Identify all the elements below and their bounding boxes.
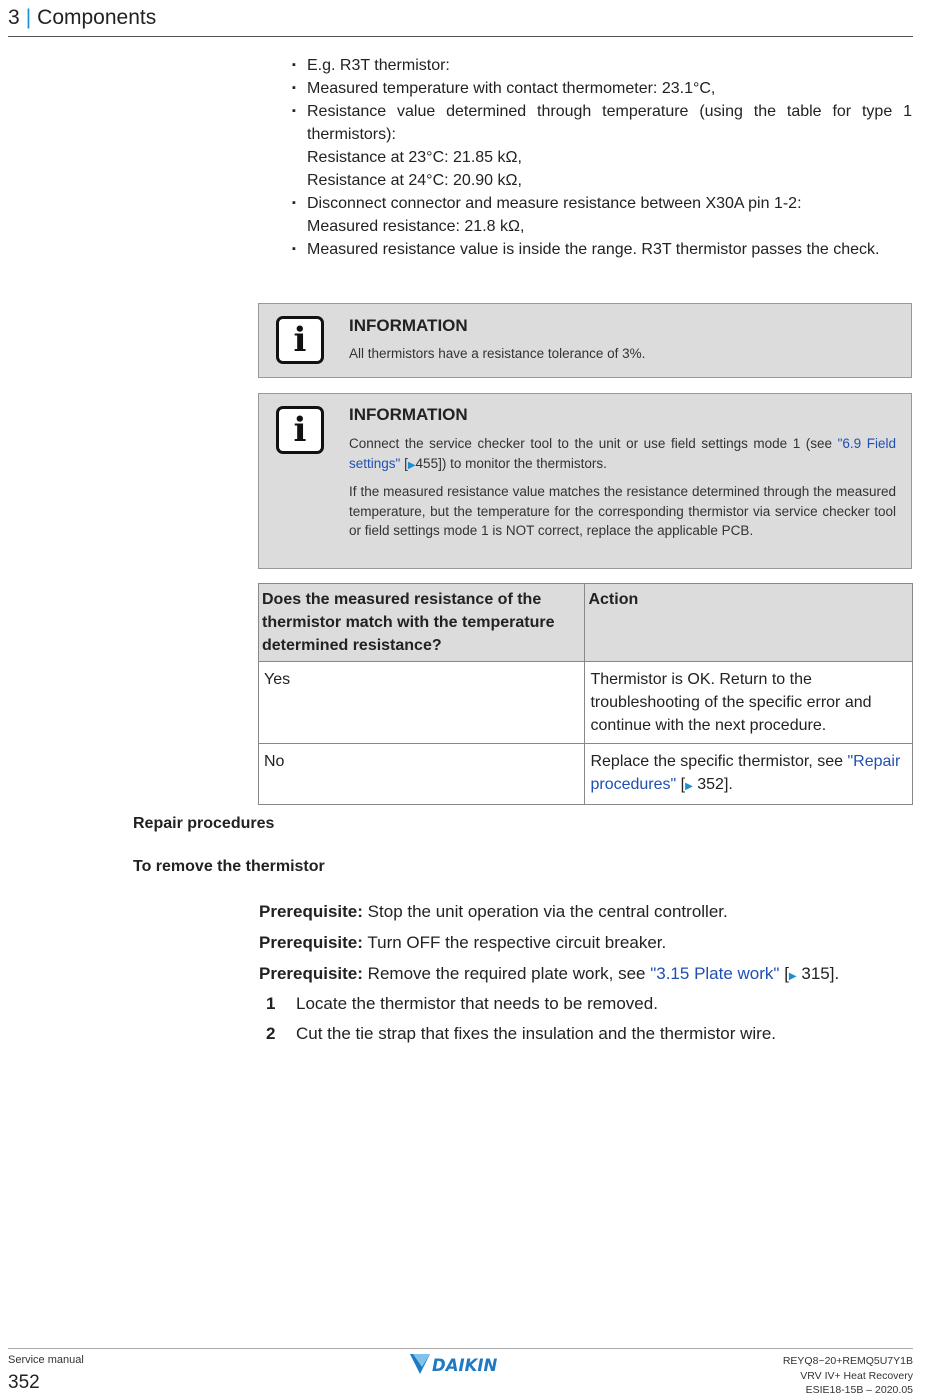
information-icon: i [276,316,324,364]
page-ref-arrow-icon: ▶ [788,971,797,982]
header-separator: | [25,6,32,29]
info-text: All thermistors have a resistance tolerance of 3%. [349,346,646,361]
information-icon: i [276,406,324,454]
bullet-item: ▪ Disconnect connector and measure resistance between X30A pin 1-2: Measured resistance: 21.8 kΩ, [292,192,912,238]
table-cell-action: Thermistor is OK. Return to the troubleshooting of the specific error and continue with the next procedure. [585,662,913,744]
section-heading-repair: Repair procedures [133,815,275,832]
info-heading: INFORMATION [349,405,468,424]
example-bullet-list [292,54,912,261]
footer-model-info: REYQ8~20+REMQ5U7Y1B VRV IV+ Heat Recovery ESIE18-15B – 2020.05 [782,1355,913,1396]
bullet-item: ▪ E.g. R3T thermistor: [292,54,912,77]
page-ref-arrow-icon: ▶ [407,459,416,471]
information-box-service-checker [258,393,912,569]
prerequisite-item: Prerequisite: Stop the unit operation via the central controller. [259,902,728,921]
field-settings-link[interactable]: "6.9 Field settings" [349,436,897,471]
repair-procedures-link[interactable]: "Repair procedures" [590,753,901,793]
bullet-item: ▪ Measured temperature with contact thermometer: 23.1°C, [292,77,912,100]
table-row [259,662,913,744]
resistance-check-table [258,583,913,805]
chapter-title: Components [37,6,157,29]
prerequisite-item: Prerequisite: Remove the required plate work, see "3.15 Plate work" [▶ 315]. [259,964,840,983]
page-ref-arrow-icon: ▶ [685,781,693,792]
table-header-row [259,584,913,662]
table-cell-answer: Yes [259,662,585,744]
info-paragraph: Connect the service checker tool to the unit or use field settings mode 1 (see "6.9 Field settings" [▶455]) to monitor the thermistors. [349,436,897,471]
daikin-logo-icon [408,1352,512,1376]
info-paragraph: If the measured resistance value matches the resistance determined through the measured temperature, but the temperature for the corresponding thermistor via service checker tool or field settings mode 1 is NOT correct, replace the applicable PCB. [349,484,896,538]
bullet-item: ▪ Measured resistance value is inside the range. R3T thermistor passes the check. [292,238,912,261]
information-box-tolerance [258,303,912,378]
info-heading: INFORMATION [349,316,468,335]
prerequisite-item: Prerequisite: Turn OFF the respective circuit breaker. [259,933,667,952]
page-header [8,6,913,37]
plate-work-link[interactable]: "3.15 Plate work" [650,964,780,983]
footer-page-number: 352 [8,1372,40,1393]
footer-doc-type: Service manual [8,1354,84,1366]
chapter-number: 3 [8,6,20,29]
bullet-item: ▪ Resistance value determined through temperature (using the table for type 1 thermistors): Resistance at 23°C: 21.85 kΩ, Resistance at 24°C: 20.90 kΩ, [292,100,912,192]
procedure-step: 2 Cut the tie strap that fixes the insulation and the thermistor wire. [266,1024,777,1043]
table-row [259,744,913,805]
column-header-question: Does the measured resistance of the thermistor match with the temperature determined resistance? [259,584,585,662]
table-cell-answer: No [259,744,585,805]
table-cell-action: Replace the specific thermistor, see "Repair procedures" [▶ 352]. [585,744,913,805]
column-header-action: Action [585,584,913,662]
footer-divider [8,1348,913,1349]
subsection-heading-remove: To remove the thermistor [133,858,325,875]
procedure-step: 1 Locate the thermistor that needs to be removed. [266,994,658,1013]
logo-text: DAIKIN [432,1356,498,1375]
